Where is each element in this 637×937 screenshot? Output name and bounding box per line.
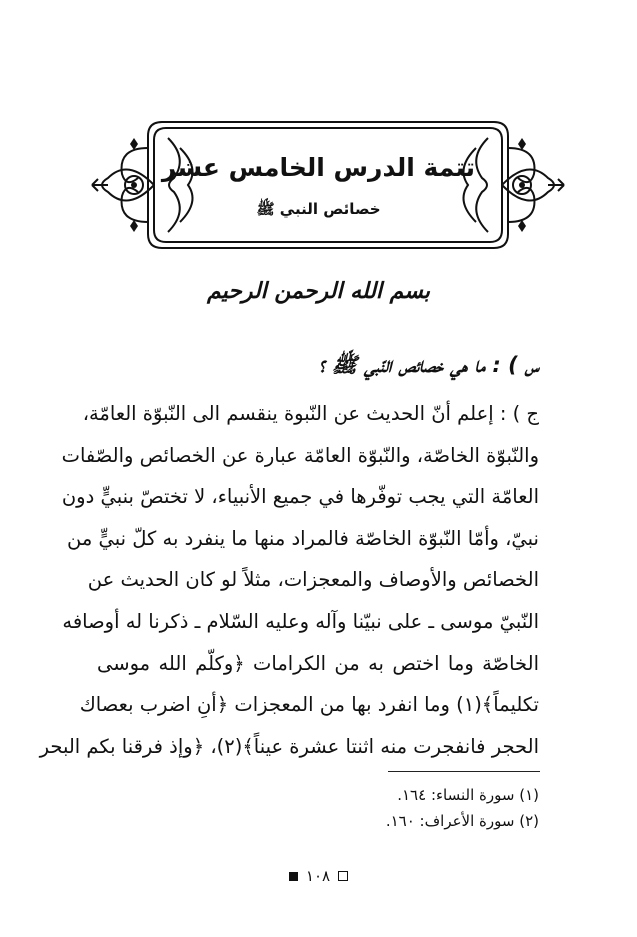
footnote-divider	[388, 771, 540, 772]
text-line: النّبيّ موسى ـ على نبيّنا وآله وعليه السّلام ـ ذكرنا له أوصافه	[62, 609, 539, 633]
text-line: الخاصّة وما اختص به من الكرامات ﴿وكلّم الله موسى	[97, 651, 539, 675]
text-line: ج ) : إعلم أنّ الحديث عن النّبوة ينقسم الى النّبوّة العامّة،	[82, 402, 539, 425]
basmala: بسم الله الرحمن الرحيم	[206, 278, 431, 304]
text-line: تكليماً﴾(١) وما انفرد بها من المعجزات ﴿أنِ اضرب بعصاك	[79, 693, 539, 717]
ornament-frame-icon	[88, 118, 568, 252]
lesson-title: تتمة الدرس الخامس عشر	[161, 153, 476, 182]
page-number: ١٠٨	[305, 867, 331, 885]
text-line: والنّبوّة الخاصّة، والنّبوّة العامّة عبارة عن الخصائص والصّفات	[61, 443, 539, 467]
footnote-1: (١) سورة النساء: ١٦٤.	[397, 786, 539, 804]
filled-square-icon	[289, 872, 298, 881]
footnote-2: (٢) سورة الأعراف: ١٦٠.	[385, 812, 539, 830]
answer-paragraph	[39, 393, 539, 767]
empty-square-icon	[338, 871, 348, 881]
ornamental-title-frame	[88, 118, 568, 252]
lesson-subtitle: خصائص النبي ﷺ	[256, 200, 381, 218]
text-line: الخصائص والأوصاف والمعجزات، مثلاً لو كان الحديث عن	[87, 568, 539, 592]
text-line: نبيّ، وأمّا النّبوّة الخاصّة فالمراد منها ما ينفرد به كلّ نبيٍّ من	[67, 526, 539, 550]
text-line: الحجر فانفجرت منه اثنتا عشرة عيناً﴾(٢)، ﴿وإذ فرقنا بكم البحر	[39, 734, 539, 758]
text-line: العامّة التي يجب توفّرها في جميع الأنبياء، لا تختصّ بنبيٍّ دون	[61, 485, 539, 509]
question-heading: س ) : ما هي خصائص النّبي ﷺ ؟	[318, 353, 539, 377]
page-footer	[0, 867, 637, 885]
